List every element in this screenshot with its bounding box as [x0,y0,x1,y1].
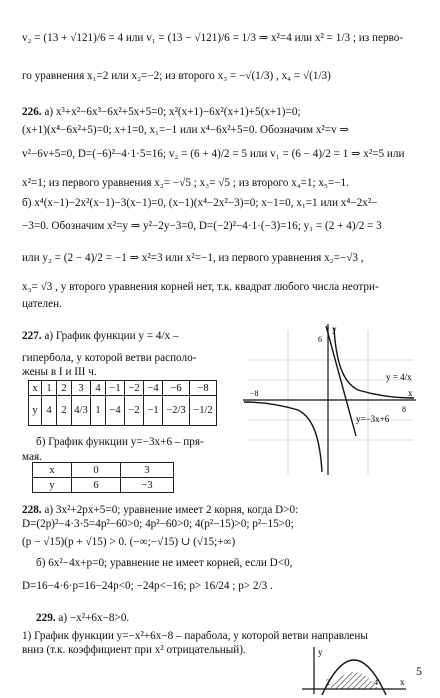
text-span: а) 3x²+2px+5=0; уравнение имеет 2 корня, когда D>0: [41,504,299,516]
values-table-line [32,462,174,493]
table-cell: −2/3 [163,396,190,426]
table-cell: −8 [190,381,217,396]
text-line: б) 6x²−4x+p=0; уравнение не имеет корней, если D<0, [36,557,293,569]
hyperbola-branch-3 [244,402,322,472]
table-row-x [33,463,174,478]
tick-label: 6 [318,335,322,344]
table-cell: −3 [121,478,174,493]
problem-228-line [22,504,298,517]
graph-grid [248,330,413,475]
straight-line [326,326,356,436]
hyperbola-label: y = 4/x [386,372,412,382]
table-cell: −1 [144,396,163,426]
table-cell: y [29,396,42,426]
x-axis-label: x [408,388,413,398]
x-axis-label: x [400,677,405,687]
table-cell: −1/2 [190,396,217,426]
text-line: x²=1; из первого уравнения x₂= −√5 ; x₃= √5 ; из второго x₄=1; x₅=−1. [22,177,349,189]
tick-label: 2 [326,678,330,687]
text-line: D=16−4·6·p=16−24p<0; −24p<−16; p> 16/24 ; p> 2/3 . [22,580,273,592]
graph-229 [300,645,410,695]
problem-229-line [36,612,129,625]
table-cell: 4 [91,381,106,396]
table-cell: 4 [42,396,57,426]
table-cell: −1 [106,381,125,396]
problem-number: 227. [22,330,42,342]
problem-number: 228. [22,504,42,516]
tick-label: 8 [402,405,406,414]
page-number: 5 [416,664,422,678]
text-line: или y₂ = (2 − 4)/2 = −1 ⇒ x²=3 или x²=−1, из первого уравнения x₂=−√3 , [22,252,364,264]
text-line: гипербола, у которой ветви располо- [22,352,197,364]
table-cell: y [33,478,72,493]
text-line: v²−6v+5=0, D=(−6)²−4·1·5=16; v₂ = (6 + 4)/2 = 5 или v₁ = (6 − 4)/2 = 1 ⇒ x²=5 или [22,148,405,160]
table-cell: x [29,381,42,396]
problem-227-line [22,330,179,343]
graph-227 [238,320,418,480]
table-row-y [29,396,217,426]
text-line: −3=0. Обозначим x²=y ⇒ y²−2y−3=0, D=(−2)²−4·1·(−3)=16; y₁ = (2 + 4)/2 = 3 [22,220,382,232]
text-line: б) x⁴(x−1)−2x²(x−1)−3(x−1)=0, (x−1)(x⁴−2x²−3)=0; x−1=0, x₁=1 или x⁴−2x²− [22,197,378,209]
text-line: цателен. [22,298,62,310]
text-line: вниз (т.к. коэффициент при x² отрицательный). [22,644,246,656]
tick-label: −8 [250,389,259,398]
line-label: y=−3x+6 [356,414,390,424]
tick-label: 4 [374,678,378,687]
problem-number: 229. [36,612,56,624]
text-line: 1) График функции y=−x²+6x−8 – парабола, у которой ветви направлены [22,630,368,642]
table-cell: x [33,463,72,478]
table-cell: 2 [57,381,72,396]
text-line: D=(2p)²−4·3·5=4p²−60>0; 4p²−60>0; 4(p²−15)>0; p²−15>0; [22,518,294,530]
text-line: б) График функции y=−3x+6 – пря- [36,436,204,448]
table-cell: 3 [72,381,91,396]
table-cell: 1 [42,381,57,396]
values-table-hyperbola [28,380,217,426]
table-cell: 0 [72,463,121,478]
text-line: (p − √15)(p + √15) > 0. (−∞;−√15) ∪ (√15;+∞) [22,536,236,548]
table-cell: 3 [121,463,174,478]
text-line: (x+1)(x⁴−6x²+5)=0; x+1=0, x₁=−1 или x⁴−6x²+5=0. Обозначим x²=v ⇒ [22,124,349,136]
y-axis-label: y [318,647,323,657]
y-axis-label: y [332,324,337,334]
table-cell: −4 [144,381,163,396]
table-cell: −2 [125,396,144,426]
problem-226-line [22,106,301,119]
text-span: а) График функции y = 4/x – [41,330,179,342]
table-cell: 4/3 [72,396,91,426]
problem-number: 226. [22,106,42,118]
text-line: x₃= √3 , у второго уравнения корней нет, т.к. квадрат любого числа неотри- [22,281,379,293]
text-line: жены в I и III ч. [22,366,97,378]
table-cell: −6 [163,381,190,396]
table-cell: 1 [91,396,106,426]
text-line: мая. [22,451,42,463]
table-row-y [33,478,174,493]
text-line: го уравнения x₁=2 или x₂=−2; из второго x₃ = −√(1/3) , x₄ = √(1/3) [22,70,331,82]
hyperbola-branch-1 [334,328,414,398]
table-row-x [29,381,217,396]
table-cell: 2 [57,396,72,426]
shaded-region [330,672,378,689]
table-cell: −4 [106,396,125,426]
text-span: а) x³+x²−6x³−6x²+5x+5=0; x²(x+1)−6x²(x+1)+5(x+1)=0; [41,106,301,118]
text-span: а) −x²+6x−8>0. [55,612,130,624]
table-cell: −2 [125,381,144,396]
table-cell: 6 [72,478,121,493]
text-line: v₂ = (13 + √121)/6 = 4 или v₁ = (13 − √121)/6 = 1/3 ⇒ x²=4 или x² = 1/3 ; из перво- [22,32,404,44]
